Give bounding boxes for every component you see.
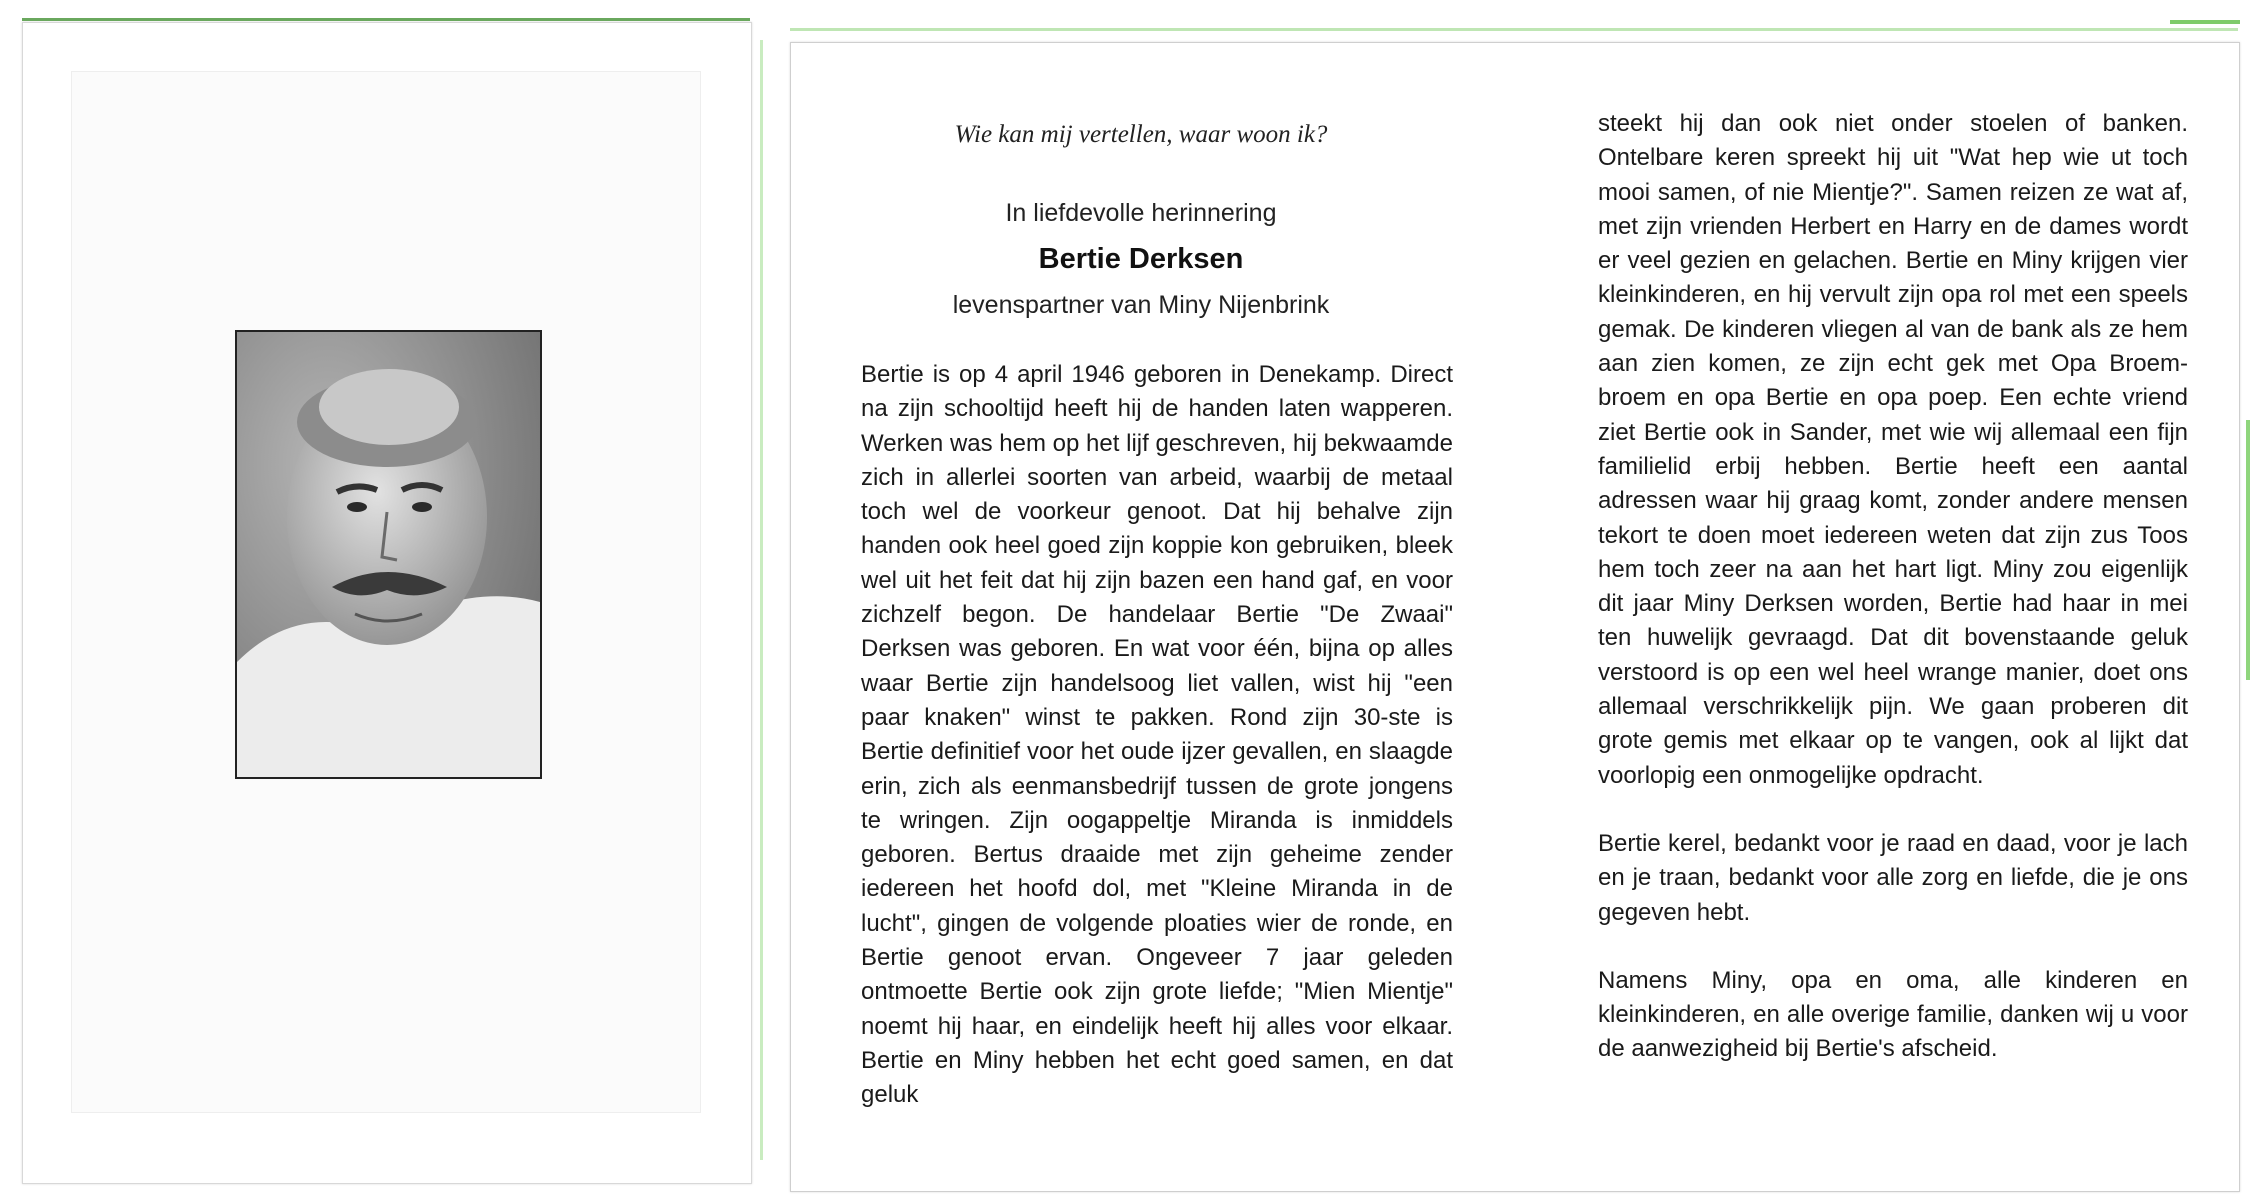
green-edge-mark bbox=[22, 18, 750, 21]
green-edge-mark bbox=[2170, 20, 2240, 24]
partner-line: levenspartner van Miny Nijenbrink bbox=[952, 291, 1330, 319]
text-column-left bbox=[861, 358, 1453, 1113]
green-edge-mark bbox=[760, 40, 763, 1160]
memory-line: In liefdevolle herinnering bbox=[1005, 199, 1277, 227]
signature-paragraph: Namens Miny, opa en oma, alle kinderen en kleinkinderen, en alle overige familie, danken wij u voor de aanwezigheid bij Bertie's afscheid. bbox=[1598, 966, 2188, 1063]
portrait-illustration bbox=[237, 332, 540, 777]
deceased-name: Bertie Derksen bbox=[1038, 243, 1244, 275]
text-column-right bbox=[1598, 107, 2188, 1067]
portrait-photo bbox=[235, 330, 542, 779]
green-edge-mark bbox=[2246, 420, 2250, 680]
motto: Wie kan mij vertellen, waar woon ik? bbox=[954, 121, 1328, 148]
biography-continuation: steekt hij dan ook niet onder stoelen of banken. Ontelbare keren spreekt hij uit "Wat hep wie ut toch mooi samen, of nie Mientje?". Samen reizen ze wat af, met zijn vrienden Herbert en Harry en de dames wordt er veel gezien en gelachen. Bertie en Miny krijgen vier kleinkinderen, en hij vervult zijn opa rol met een speels gemak. De kinderen vliegen al van de bank als ze hem aan zien komen, ze zijn echt gek met Opa Broem-broem en opa Bertie en opa poep. Een echte vriend ziet Bertie ook in Sander, met wie wij allemaal een fijn familielid erbij hebben. Bertie heeft een aantal adressen waar hij graag komt, zonder andere mensen tekort te doen moet iedereen weten dat zijn zus Toos hem toch zeer na aan het hart ligt. Miny zou eigenlijk dit jaar Miny Derksen worden, Bertie had haar in mei ten huwelijk gevraagd. Dat dit bovenstaande geluk verstoord is op een wel heel wrange manier, doet ons allemaal verschrikkelijk pijn. We gaan proberen dit grote gemis met elkaar op te vangen, ook al lijkt dat voorlopig een onmogelijke opdracht. bbox=[1598, 110, 2188, 789]
biography-paragraph: Bertie is op 4 april 1946 geboren in Denekamp. Direct na zijn schooltijd heeft hij de handen laten wapperen. Werken was hem op het lijf geschreven, hij bekwaamde zich in allerlei soorten van arbeid, waarbij de metaal toch wel de voorkeur genoot. Dat hij behalve zijn handen ook heel goed zijn koppie kon gebruiken, bleek wel uit het feit dat hij zijn bazen een hand gaf, en voor zichzelf begon. De handelaar Bertie "De Zwaai" Derksen was geboren. En wat voor één, bijna op alles waar Bertie zijn handelsoog liet vallen, wist hij "een paar knaken" winst te pakken. Rond zijn 30-ste is Bertie definitief voor het oude ijzer gevallen, en slaagde erin, zich als eenmansbedrijf tussen de grote jongens te wringen. Zijn oogappeltje Miranda is inmiddels geboren. Bertus draaide met zijn geheime zender iedereen het hoofd dol, met "Kleine Miranda in de lucht", gingen de volgende ploaties wier de ronde, en Bertie genoot ervan. Ongeveer 7 jaar geleden ontmoette Bertie ook zijn grote liefde; "Mien Mientje" noemt hij haar, en eindelijk heeft hij alles voor elkaar. Bertie en Miny hebben het echt goed samen, en dat geluk bbox=[861, 361, 1453, 1109]
thanks-paragraph: Bertie kerel, bedankt voor je raad en daad, voor je lach en je traan, bedankt voor alle zorg en liefde, die je ons gegeven hebt. bbox=[1598, 829, 2188, 926]
text-card bbox=[790, 42, 2240, 1192]
green-edge-mark bbox=[790, 28, 2238, 31]
photo-card bbox=[22, 22, 752, 1184]
